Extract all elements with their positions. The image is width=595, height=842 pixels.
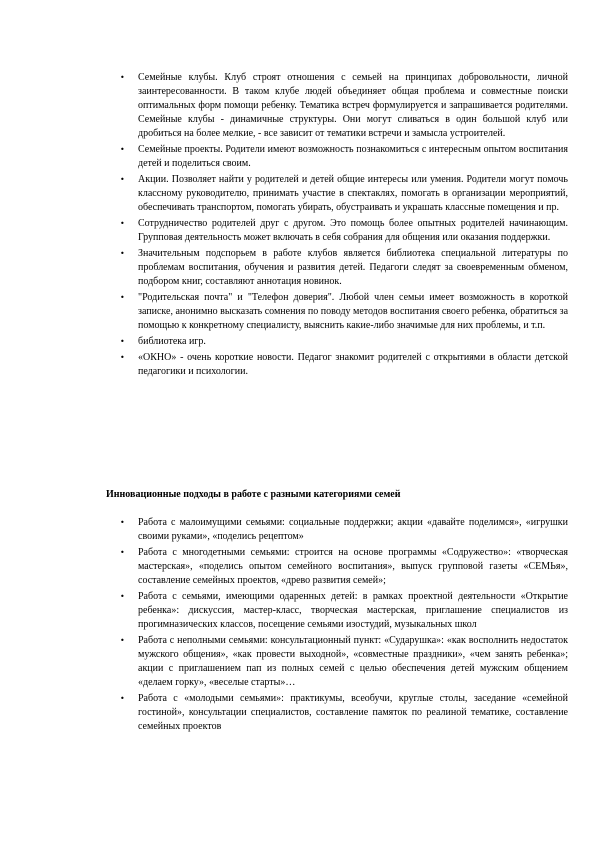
approaches-list xyxy=(118,516,568,736)
bullet-icon: • xyxy=(120,694,125,703)
list-item xyxy=(118,692,568,734)
list-item xyxy=(118,516,568,544)
list-item xyxy=(118,173,568,215)
list-item xyxy=(118,291,568,333)
list-item-text: Сотрудничество родителей друг с другом. Это помощь более опытных родителей начинающим. Групповая деятельность может включать в себя собрания для общения или оказания поддержки. xyxy=(138,218,568,243)
list-item-text: Работа с малоимущими семьями: социальные поддержки; акции «давайте поделимся», «игрушки своими руками», «поделись рецептом» xyxy=(138,517,568,542)
bullet-icon: • xyxy=(120,249,125,258)
bullet-icon: • xyxy=(120,145,125,154)
list-item xyxy=(118,217,568,245)
list-item xyxy=(118,247,568,289)
bullet-icon: • xyxy=(120,219,125,228)
bullet-icon: • xyxy=(120,337,125,346)
list-item-text: "Родительская почта" и "Телефон доверия". Любой член семьи имеет возможность в короткой записке, анонимно высказать сомнения по поводу методов воспитания своего ребенка, обратиться за помощью к конкретному специалисту, выяснить какие-либо значимые для них проблемы, и т.п. xyxy=(138,292,569,331)
bullet-icon: • xyxy=(120,353,125,362)
bullet-icon: • xyxy=(120,518,125,527)
list-item xyxy=(118,143,568,171)
list-item xyxy=(118,590,568,632)
list-item-text: Семейные проекты. Родители имеют возможность познакомиться с интересным опытом воспитания детей и поделиться своим. xyxy=(138,144,568,169)
list-item xyxy=(118,634,568,690)
bullet-icon: • xyxy=(120,175,125,184)
list-item xyxy=(118,71,568,141)
list-item xyxy=(118,546,568,588)
bullet-icon: • xyxy=(120,293,125,302)
list-item-text: Работа с «молодыми семьями»: практикумы, всеобучи, круглые столы, заседание «семейной гостиной», консультации специалистов, составление памяток по реалиной тематике, составление семейных проектов xyxy=(138,693,568,732)
list-item-text: Работа с семьями, имеющими одаренных детей: в рамках проектной деятельности «Открытие ребенка»: дискуссия, мастер-класс, творческая мастерская, приглашение специалистов из прогимназических классов, посещение семьями изостудий, музыкальных школ xyxy=(138,591,568,630)
forms-list xyxy=(118,71,568,381)
list-item xyxy=(118,351,568,379)
list-item-text: Значительным подспорьем в работе клубов является библиотека специальной литературы по проблемам воспитания, обучения и развития детей. Педагоги следят за своевременным обменом, подбором книг, составляют аннотация новинок. xyxy=(138,248,568,287)
list-item-text: Работа с неполными семьями: консультационный пункт: «Сударушка»: «как восполнить недостаток мужского общения», «как провести выходной», «совместные праздники», «чем занять ребенка»; акции с приглашением пап из полных семей с целью обеспечения детей мужским общением «делаем горку», «веселые старты»… xyxy=(138,635,568,688)
list-item-text: Семейные клубы. Клуб строят отношения с семьей на принципах добровольности, личной заинтересованности. В таком клубе людей объединяет общая проблема и совместные поиски оптимальных форм помощи ребенку. Тематика встреч формулируется и запрашивается родителями. Семейные клубы - динамичные структуры. Они могут сливаться в один большой клуб или дробиться на более мелкие, - все зависит от тематики встречи и замысла устроителей. xyxy=(138,72,568,139)
list-item xyxy=(118,335,568,349)
bullet-icon: • xyxy=(120,592,125,601)
list-item-text: Акции. Позволяет найти у родителей и детей общие интересы или умения. Родители могут помочь классному руководителю, принимать участие в спектаклях, помогать в организации мероприятий, обеспечивать транспортом, помогать убирать, обустраивать и украшать классные помещения и пр. xyxy=(138,174,568,213)
bullet-icon: • xyxy=(120,73,125,82)
bullet-icon: • xyxy=(120,548,125,557)
list-item-text: «ОКНО» - очень короткие новости. Педагог знакомит родителей с открытиями в области детской педагогики и психологии. xyxy=(138,352,568,377)
bullet-icon: • xyxy=(120,636,125,645)
list-item-text: Работа с многодетными семьями: строится на основе программы «Содружество»: «творческая мастерская», «поделись опытом семейного воспитания», выпуск групповой газеты «СЕМЬя», составление семейных проектов, «древо развития семей»; xyxy=(138,547,568,586)
section-heading: Инновационные подходы в работе с разными категориями семей xyxy=(106,489,401,500)
list-item-text: библиотека игр. xyxy=(138,336,206,347)
